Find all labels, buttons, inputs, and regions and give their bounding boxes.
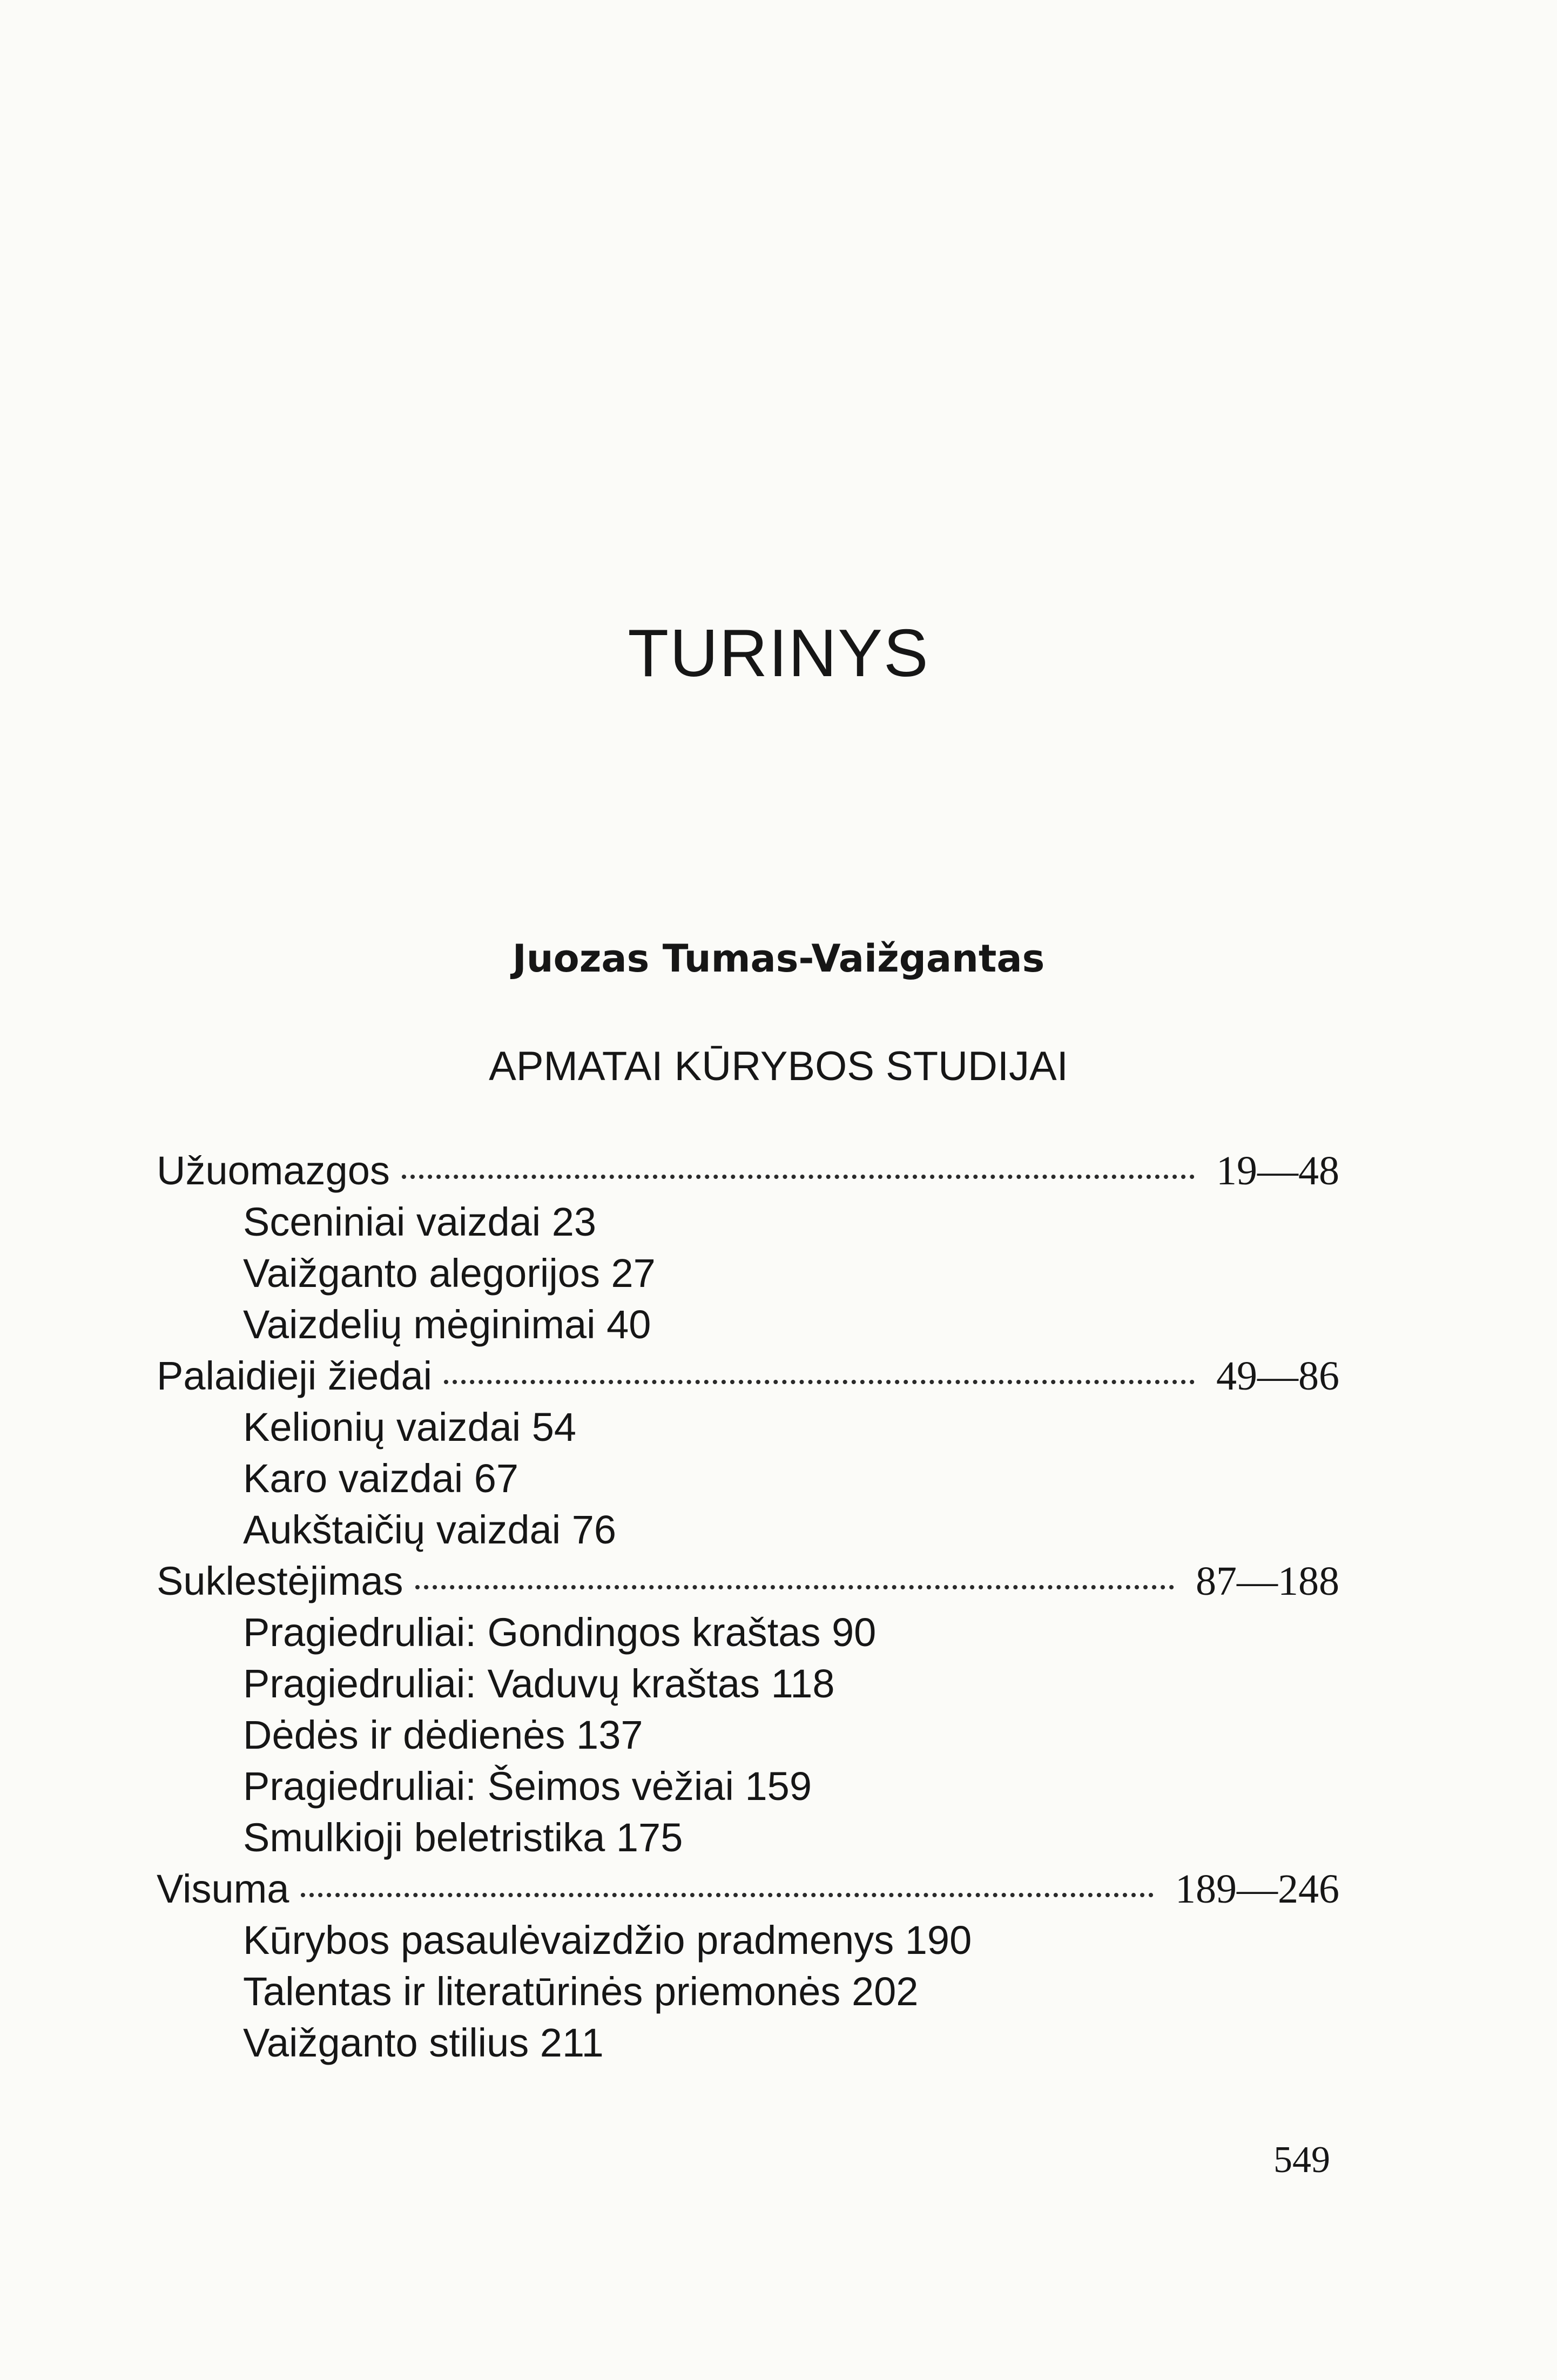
toc-subentry: Karo vaizdai 67 bbox=[243, 1456, 519, 1501]
toc-subentry: Vaižganto alegorijos 27 bbox=[243, 1251, 656, 1296]
toc-subentry: Kelionių vaizdai 54 bbox=[243, 1405, 577, 1449]
toc-page-range: 87—188 bbox=[1196, 1559, 1339, 1604]
toc-page-range: 189—246 bbox=[1175, 1866, 1339, 1912]
dot-leader bbox=[415, 1585, 1174, 1589]
toc-subentry: Pragiedruliai: Gondingos kraštas 90 bbox=[243, 1610, 877, 1655]
author-name: Juozas Tumas-Vaižgantas bbox=[512, 936, 1045, 981]
dot-leader bbox=[402, 1175, 1195, 1179]
toc-subentry: Talentas ir literatūrinės priemonės 202 bbox=[243, 1969, 919, 2014]
toc-subentry: Vaižganto stilius 211 bbox=[243, 2020, 604, 2065]
toc-subentry: Sceniniai vaizdai 23 bbox=[243, 1199, 597, 1244]
dot-leader bbox=[444, 1380, 1195, 1384]
toc-subentry: Pragiedruliai: Vaduvų kraštas 118 bbox=[243, 1661, 835, 1706]
page-title: TURINYS bbox=[628, 616, 929, 691]
toc-subentry: Kūrybos pasaulėvaizdžio pradmenys 190 bbox=[243, 1918, 972, 1963]
dot-leader bbox=[301, 1893, 1154, 1897]
toc-page-range: 49—86 bbox=[1216, 1353, 1339, 1399]
toc-section-row bbox=[157, 1350, 1339, 1401]
toc-section-row bbox=[157, 1863, 1339, 1914]
table-of-contents bbox=[157, 1145, 1339, 2068]
toc-section-label: Visuma bbox=[157, 1866, 289, 1911]
toc-subentry: Pragiedruliai: Šeimos vėžiai 159 bbox=[243, 1764, 812, 1809]
toc-page-range: 19—48 bbox=[1216, 1148, 1339, 1194]
toc-section-label: Užuomazgos bbox=[157, 1148, 390, 1193]
toc-section-label: Palaidieji žiedai bbox=[157, 1353, 433, 1398]
page-number: 549 bbox=[1273, 2139, 1330, 2181]
book-title: APMATAI KŪRYBOS STUDIJAI bbox=[489, 1043, 1068, 1089]
toc-subentry: Vaizdelių mėginimai 40 bbox=[243, 1302, 651, 1347]
toc-section-row bbox=[157, 1555, 1339, 1607]
toc-subentry: Dėdės ir dėdienės 137 bbox=[243, 1712, 643, 1757]
toc-subentry: Smulkioji beletristika 175 bbox=[243, 1815, 683, 1860]
toc-section-row bbox=[157, 1145, 1339, 1196]
toc-subentry: Aukštaičių vaizdai 76 bbox=[243, 1507, 617, 1552]
toc-section-label: Suklestėjimas bbox=[157, 1559, 403, 1603]
